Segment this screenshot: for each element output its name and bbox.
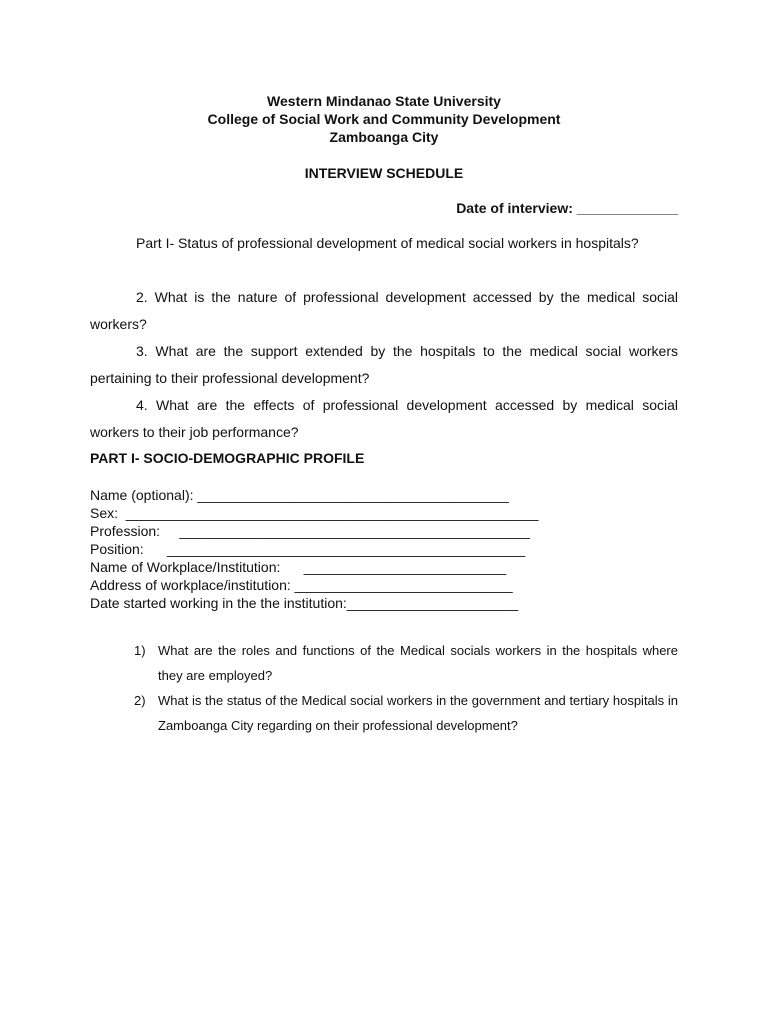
date-started-field: Date started working in the the institution:______________________ bbox=[90, 595, 519, 611]
city-name: Zamboanga City bbox=[329, 129, 439, 145]
paragraph-question-3: 3. What are the support extended by the hospitals to the medical social workers pertaining to their professional development? bbox=[90, 343, 678, 386]
list-item bbox=[90, 688, 678, 738]
list-item bbox=[90, 638, 678, 688]
document-title: INTERVIEW SCHEDULE bbox=[304, 165, 464, 181]
profile-form bbox=[90, 486, 570, 612]
paragraph-question-2: 2. What is the nature of professional development accessed by the medical social workers? bbox=[90, 289, 678, 332]
workplace-name-field: Name of Workplace/Institution: __________________________ bbox=[90, 559, 507, 575]
university-name: Western Mindanao State University bbox=[267, 93, 501, 109]
question-list bbox=[90, 638, 678, 738]
date-of-interview: Date of interview: _____________ bbox=[456, 200, 678, 216]
sex-field: Sex: _____________________________________________________ bbox=[90, 505, 539, 521]
profession-field: Profession: _____________________________________________ bbox=[90, 523, 530, 539]
workplace-address-field: Address of workplace/institution: ____________________________ bbox=[90, 577, 513, 593]
college-name: College of Social Work and Community Development bbox=[207, 111, 561, 127]
list-item-text: What is the status of the Medical social workers in the government and tertiary hospitals in Zamboanga City regarding on their professional development? bbox=[158, 693, 678, 733]
profile-section-title: PART I- SOCIO-DEMOGRAPHIC PROFILE bbox=[90, 450, 365, 466]
list-item-number: 1) bbox=[134, 643, 146, 658]
paragraph-question-4: 4. What are the effects of professional development accessed by medical social workers to their job performance? bbox=[90, 397, 678, 440]
list-item-text: What are the roles and functions of the Medical socials workers in the hospitals where they are employed? bbox=[158, 643, 678, 683]
position-field: Position: ______________________________________________ bbox=[90, 541, 526, 557]
list-item-number: 2) bbox=[134, 693, 146, 708]
paragraph-part-1: Part I- Status of professional development of medical social workers in hospitals? bbox=[136, 235, 639, 251]
name-field: Name (optional): ________________________________________ bbox=[90, 487, 509, 503]
